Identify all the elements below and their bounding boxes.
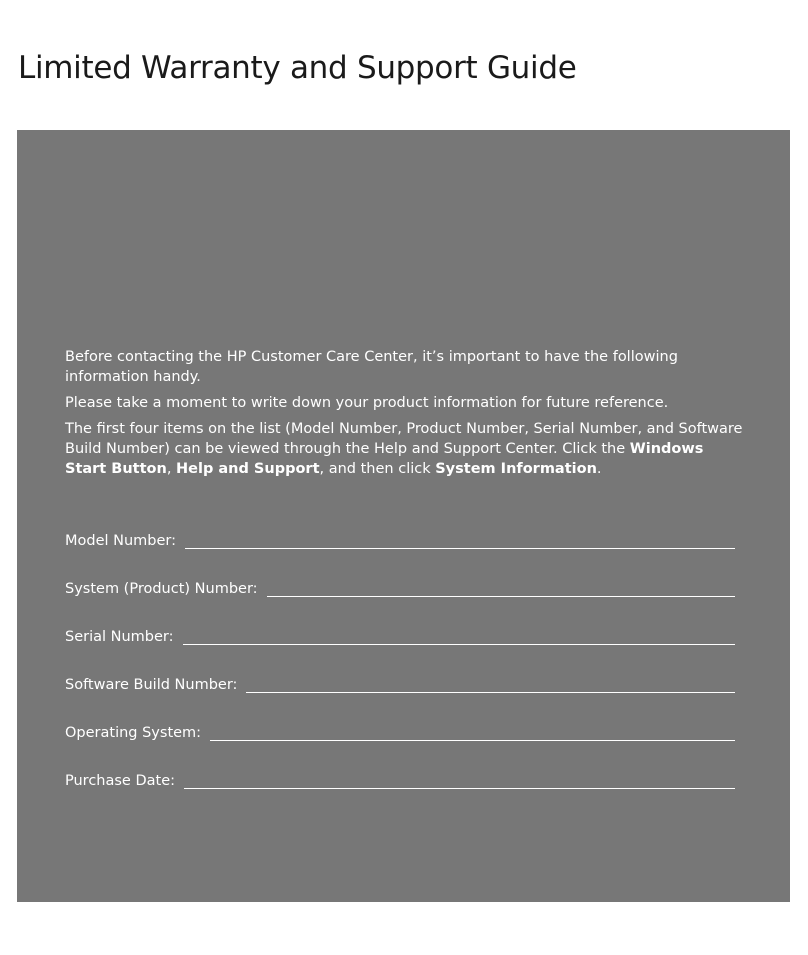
software-build-number-field [65,675,735,695]
intro-text [65,347,745,485]
operating-system-blank [210,740,735,741]
serial-number-label: Serial Number: [65,629,174,645]
software-build-number-label: Software Build Number: [65,677,238,693]
intro-p3-sep: , [166,461,177,477]
intro-paragraph-2: Please take a moment to write down your product information for future reference. [65,395,669,411]
help-and-support-text: Help and Support [176,461,320,477]
page-title: Limited Warranty and Support Guide [18,50,577,86]
serial-number-blank [183,644,735,645]
info-panel [17,130,790,902]
software-build-number-blank [246,692,735,693]
system-product-number-field [65,579,735,599]
intro-p3-mid: , and then click [319,461,436,477]
system-product-number-blank [267,596,735,597]
product-info-form [65,531,735,819]
model-number-field [65,531,735,551]
windows-start-button-text: Windows Start Button [65,441,704,477]
purchase-date-blank [184,788,735,789]
operating-system-field [65,723,735,743]
intro-p3-prefix: The first four items on the list (Model Number, Product Number, Serial Number, and Software Build Number) can be viewed through the Help and Support Center. Click the [65,421,743,457]
system-information-text: System Information [435,461,597,477]
model-number-blank [185,548,735,549]
intro-paragraph-3 [65,419,745,479]
intro-paragraph-1: Before contacting the HP Customer Care Center, it’s important to have the following information handy. [65,349,678,385]
system-product-number-label: System (Product) Number: [65,581,258,597]
intro-p3-end: . [596,461,602,477]
operating-system-label: Operating System: [65,725,202,741]
purchase-date-label: Purchase Date: [65,773,175,789]
model-number-label: Model Number: [65,533,177,549]
serial-number-field [65,627,735,647]
purchase-date-field [65,771,735,791]
